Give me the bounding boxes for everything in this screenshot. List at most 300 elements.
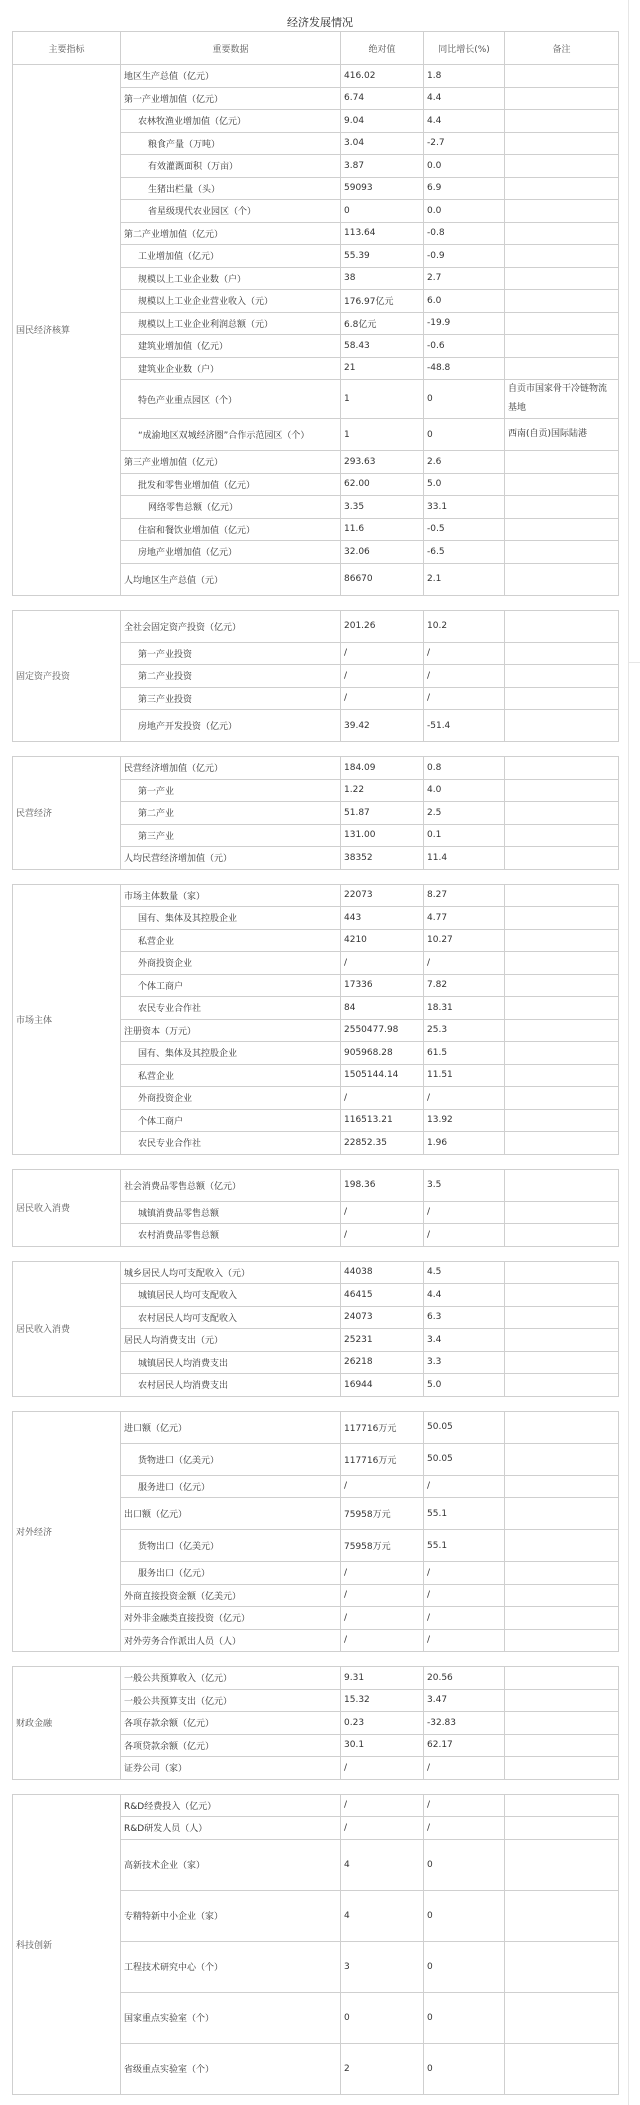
growth-cell: / [424,1794,505,1817]
item-name-cell: 省星级现代农业园区（个） [121,200,341,223]
item-name-cell: 粮食产量（万吨） [121,132,341,155]
note-cell [505,1224,619,1247]
section-gap [13,595,619,610]
item-name-cell: 货物进口（亿美元） [121,1443,341,1475]
value-cell: 55.39 [341,245,424,268]
value-cell: / [341,1584,424,1607]
value-cell: 39.42 [341,710,424,742]
item-name-cell: 有效灌溉面积（万亩） [121,155,341,178]
growth-cell: 2.6 [424,451,505,474]
table-row [13,1169,619,1201]
growth-cell: 3.3 [424,1351,505,1374]
note-cell [505,1042,619,1065]
note-cell [505,1667,619,1690]
header-growth: 同比增长(%) [424,32,505,65]
growth-cell: -51.4 [424,710,505,742]
growth-cell: 20.56 [424,1667,505,1690]
growth-cell: 2.5 [424,802,505,825]
value-cell: / [341,1087,424,1110]
note-cell [505,1629,619,1652]
item-name-cell: 对外劳务合作派出人员（人） [121,1629,341,1652]
item-name-cell: 全社会固定资产投资（亿元） [121,610,341,642]
value-cell: 113.64 [341,222,424,245]
growth-cell: 0.8 [424,757,505,780]
value-cell: 26218 [341,1351,424,1374]
note-cell [505,1607,619,1630]
item-name-cell: 农林牧渔业增加值（亿元） [121,110,341,133]
item-name-cell: 各项贷款余额（亿元） [121,1734,341,1757]
economy-table [12,31,619,2095]
note-cell [505,997,619,1020]
growth-cell: / [424,1607,505,1630]
section-gap [13,1154,619,1169]
note-cell [505,110,619,133]
note-cell [505,1475,619,1498]
table-row [13,757,619,780]
item-name-cell: 地区生产总值（亿元） [121,65,341,88]
value-cell: 905968.28 [341,1042,424,1065]
growth-cell: / [424,1584,505,1607]
section-gap [13,1779,619,1794]
item-name-cell: 生猪出栏量（头） [121,177,341,200]
growth-cell: 0 [424,419,505,451]
growth-cell: 4.4 [424,1284,505,1307]
value-cell: 117716万元 [341,1411,424,1443]
note-cell [505,267,619,290]
item-name-cell: 城乡居民人均可支配收入（元） [121,1261,341,1284]
section-gap [13,742,619,757]
value-cell: / [341,687,424,710]
note-cell [505,1109,619,1132]
item-name-cell: 第一产业增加值（亿元） [121,87,341,110]
value-cell: 59093 [341,177,424,200]
item-name-cell: 服务进口（亿元） [121,1475,341,1498]
growth-cell: / [424,1757,505,1780]
note-cell [505,665,619,688]
value-cell: 46415 [341,1284,424,1307]
note-cell [505,1169,619,1201]
section-gap-cell [13,1652,619,1667]
item-name-cell: 外商投资企业 [121,952,341,975]
value-cell: 30.1 [341,1734,424,1757]
growth-cell: -2.7 [424,132,505,155]
item-name-cell: 城镇居民人均可支配收入 [121,1284,341,1307]
item-name-cell: 工业增加值（亿元） [121,245,341,268]
note-cell [505,1794,619,1817]
note-cell [505,1530,619,1562]
growth-cell: / [424,1562,505,1585]
note-cell [505,357,619,380]
value-cell: 293.63 [341,451,424,474]
table-row [13,1794,619,1817]
note-cell [505,907,619,930]
growth-cell: 6.0 [424,290,505,313]
note-cell [505,1890,619,1941]
item-name-cell: 各项存款余额（亿元） [121,1712,341,1735]
value-cell: 25231 [341,1329,424,1352]
item-name-cell: 一般公共预算支出（亿元） [121,1689,341,1712]
header-data: 重要数据 [121,32,341,65]
growth-cell: 11.51 [424,1064,505,1087]
note-cell [505,1712,619,1735]
item-name-cell: 个体工商户 [121,974,341,997]
value-cell: 44038 [341,1261,424,1284]
value-cell: / [341,642,424,665]
section-gap [13,869,619,884]
value-cell: 38 [341,267,424,290]
note-cell [505,1839,619,1890]
category-cell: 国民经济核算 [13,65,121,596]
note-cell [505,451,619,474]
note-cell [505,541,619,564]
value-cell: 62.00 [341,473,424,496]
item-name-cell: 第二产业投资 [121,665,341,688]
value-cell: 22073 [341,884,424,907]
note-cell [505,802,619,825]
growth-cell: 2.1 [424,563,505,595]
growth-cell: -19.9 [424,312,505,335]
item-name-cell: 货物出口（亿美元） [121,1530,341,1562]
item-name-cell: 个体工商户 [121,1109,341,1132]
section-gap-cell [13,595,619,610]
note-cell [505,929,619,952]
note-cell [505,1329,619,1352]
value-cell: 22852.35 [341,1132,424,1155]
note-cell [505,610,619,642]
table-row [13,884,619,907]
note-cell [505,290,619,313]
value-cell: / [341,952,424,975]
value-cell: 416.02 [341,65,424,88]
item-name-cell: 对外非金融类直接投资（亿元） [121,1607,341,1630]
section-gap-cell [13,742,619,757]
value-cell: 51.87 [341,802,424,825]
growth-cell: / [424,1201,505,1224]
header-value: 绝对值 [341,32,424,65]
value-cell: 2 [341,2043,424,2094]
growth-cell: 1.8 [424,65,505,88]
note-cell [505,132,619,155]
growth-cell: 0.0 [424,155,505,178]
item-name-cell: 一般公共预算收入（亿元） [121,1667,341,1690]
note-cell [505,563,619,595]
growth-cell: 3.5 [424,1169,505,1201]
value-cell: 6.74 [341,87,424,110]
note-cell [505,779,619,802]
value-cell: 117716万元 [341,1443,424,1475]
growth-cell: -0.5 [424,518,505,541]
item-name-cell: 房地产业增加值（亿元） [121,541,341,564]
note-cell [505,87,619,110]
note-cell [505,245,619,268]
growth-cell: -0.6 [424,335,505,358]
item-name-cell: 农民专业合作社 [121,1132,341,1155]
note-cell [505,1443,619,1475]
item-name-cell: 第二产业 [121,802,341,825]
note-cell [505,824,619,847]
value-cell: 0 [341,1992,424,2043]
value-cell: 38352 [341,847,424,870]
note-cell [505,2043,619,2094]
note-cell [505,518,619,541]
note-cell [505,496,619,519]
value-cell: 4210 [341,929,424,952]
note-cell [505,1351,619,1374]
value-cell: 16944 [341,1374,424,1397]
item-name-cell: 第三产业增加值（亿元） [121,451,341,474]
value-cell: / [341,1817,424,1840]
value-cell: 75958万元 [341,1498,424,1530]
item-name-cell: 出口额（亿元） [121,1498,341,1530]
value-cell: 1 [341,419,424,451]
growth-cell: / [424,1817,505,1840]
value-cell: 17336 [341,974,424,997]
note-cell: 自贡市国家骨干冷链物流基地 [505,380,619,419]
note-cell: 西南(自贡)国际陆港 [505,419,619,451]
note-cell [505,1757,619,1780]
item-name-cell: 特色产业重点园区（个） [121,380,341,419]
growth-cell: 6.9 [424,177,505,200]
note-cell [505,1411,619,1443]
note-cell [505,1584,619,1607]
growth-cell: 5.0 [424,1374,505,1397]
item-name-cell: 网络零售总额（亿元） [121,496,341,519]
growth-cell: 0 [424,1941,505,1992]
note-cell [505,1992,619,2043]
growth-cell: / [424,665,505,688]
growth-cell: 61.5 [424,1042,505,1065]
note-cell [505,642,619,665]
growth-cell: 0 [424,2043,505,2094]
item-name-cell: 工程技术研究中心（个） [121,1941,341,1992]
growth-cell: 11.4 [424,847,505,870]
growth-cell: 3.4 [424,1329,505,1352]
item-name-cell: 规模以上工业企业利润总额（元） [121,312,341,335]
category-cell: 对外经济 [13,1411,121,1652]
item-name-cell: 外商投资企业 [121,1087,341,1110]
item-name-cell: 民营经济增加值（亿元） [121,757,341,780]
growth-cell: 6.3 [424,1306,505,1329]
note-cell [505,200,619,223]
category-cell: 民营经济 [13,757,121,870]
item-name-cell: 农村居民人均消费支出 [121,1374,341,1397]
growth-cell: 33.1 [424,496,505,519]
growth-cell: 62.17 [424,1734,505,1757]
value-cell: / [341,1757,424,1780]
section-gap [13,1396,619,1411]
note-cell [505,687,619,710]
growth-cell: / [424,642,505,665]
note-cell [505,155,619,178]
value-cell: 9.31 [341,1667,424,1690]
item-name-cell: R&D经费投入（亿元） [121,1794,341,1817]
value-cell: 3.35 [341,496,424,519]
header-indicator: 主要指标 [13,32,121,65]
item-name-cell: 社会消费品零售总额（亿元） [121,1169,341,1201]
growth-cell: / [424,1629,505,1652]
value-cell: 3 [341,1941,424,1992]
section-gap-cell [13,1154,619,1169]
value-cell: 198.36 [341,1169,424,1201]
note-cell [505,1019,619,1042]
value-cell: / [341,1794,424,1817]
item-name-cell: 规模以上工业企业营业收入（元） [121,290,341,313]
table-row [13,1667,619,1690]
item-name-cell: 第三产业投资 [121,687,341,710]
growth-cell: / [424,687,505,710]
note-cell [505,1734,619,1757]
growth-cell: 2.7 [424,267,505,290]
item-name-cell: 国有、集体及其控股企业 [121,907,341,930]
item-name-cell: 城镇消费品零售总额 [121,1201,341,1224]
note-cell [505,1132,619,1155]
item-name-cell: 第一产业投资 [121,642,341,665]
note-cell [505,1306,619,1329]
growth-cell: -0.8 [424,222,505,245]
page-title: 经济发展情况 [287,16,353,29]
item-name-cell: 国有、集体及其控股企业 [121,1042,341,1065]
section-gap [13,1652,619,1667]
item-name-cell: 第三产业 [121,824,341,847]
value-cell: 1.22 [341,779,424,802]
value-cell: 4 [341,1839,424,1890]
table-row [13,610,619,642]
item-name-cell: 注册资本（万元） [121,1019,341,1042]
growth-cell: 0 [424,1992,505,2043]
right-scroll-guide [628,0,629,2105]
note-cell [505,335,619,358]
note-cell [505,757,619,780]
item-name-cell: 房地产开发投资（亿元） [121,710,341,742]
category-cell: 市场主体 [13,884,121,1154]
note-cell [505,1817,619,1840]
category-cell: 固定资产投资 [13,610,121,742]
note-cell [505,1261,619,1284]
note-cell [505,177,619,200]
value-cell: 3.87 [341,155,424,178]
value-cell: 21 [341,357,424,380]
growth-cell: 13.92 [424,1109,505,1132]
growth-cell: 0 [424,1839,505,1890]
growth-cell: 0.1 [424,824,505,847]
growth-cell: 0.0 [424,200,505,223]
value-cell: 58.43 [341,335,424,358]
note-cell [505,1374,619,1397]
growth-cell: / [424,1087,505,1110]
item-name-cell: 建筑业增加值（亿元） [121,335,341,358]
item-name-cell: 私营企业 [121,929,341,952]
growth-cell: 8.27 [424,884,505,907]
growth-cell: 4.0 [424,779,505,802]
category-cell: 居民收入消费 [13,1169,121,1246]
table-body [13,65,619,2095]
growth-cell: / [424,952,505,975]
growth-cell: -32.83 [424,1712,505,1735]
note-cell [505,1201,619,1224]
item-name-cell: 进口额（亿元） [121,1411,341,1443]
growth-cell: 1.96 [424,1132,505,1155]
growth-cell: 18.31 [424,997,505,1020]
value-cell: 443 [341,907,424,930]
growth-cell: 0 [424,1890,505,1941]
section-gap [13,1246,619,1261]
note-cell [505,1498,619,1530]
value-cell: / [341,1224,424,1247]
growth-cell: 3.47 [424,1689,505,1712]
value-cell: 84 [341,997,424,1020]
growth-cell: 4.77 [424,907,505,930]
header-note: 备注 [505,32,619,65]
section-gap-cell [13,1246,619,1261]
value-cell: 32.06 [341,541,424,564]
value-cell: / [341,1629,424,1652]
note-cell [505,1941,619,1992]
item-name-cell: 农民专业合作社 [121,997,341,1020]
value-cell: / [341,1475,424,1498]
note-cell [505,884,619,907]
note-cell [505,1562,619,1585]
note-cell [505,974,619,997]
note-cell [505,1064,619,1087]
growth-cell: 4.5 [424,1261,505,1284]
value-cell: 116513.21 [341,1109,424,1132]
value-cell: 0 [341,200,424,223]
item-name-cell: 第一产业 [121,779,341,802]
value-cell: 3.04 [341,132,424,155]
item-name-cell: “成渝地区双城经济圈”合作示范园区（个） [121,419,341,451]
section-gap-cell [13,869,619,884]
growth-cell: 55.1 [424,1498,505,1530]
table-row [13,65,619,88]
category-cell: 科技创新 [13,1794,121,2094]
item-name-cell: 省级重点实验室（个） [121,2043,341,2094]
growth-cell: -0.9 [424,245,505,268]
section-gap-cell [13,1779,619,1794]
growth-cell: 55.1 [424,1530,505,1562]
value-cell: 1 [341,380,424,419]
item-name-cell: R&D研发人员（人） [121,1817,341,1840]
growth-cell: / [424,1475,505,1498]
value-cell: 4 [341,1890,424,1941]
table-header-row [13,32,619,65]
item-name-cell: 专精特新中小企业（家） [121,1890,341,1941]
value-cell: 1505144.14 [341,1064,424,1087]
note-cell [505,1284,619,1307]
item-name-cell: 国家重点实验室（个） [121,1992,341,2043]
growth-cell: 10.27 [424,929,505,952]
item-name-cell: 外商直接投资金额（亿美元） [121,1584,341,1607]
item-name-cell: 证券公司（家） [121,1757,341,1780]
value-cell: 9.04 [341,110,424,133]
growth-cell: 5.0 [424,473,505,496]
note-cell [505,952,619,975]
category-cell: 居民收入消费 [13,1261,121,1396]
value-cell: / [341,1562,424,1585]
note-cell [505,222,619,245]
value-cell: 6.8亿元 [341,312,424,335]
value-cell: 11.6 [341,518,424,541]
growth-cell: 10.2 [424,610,505,642]
value-cell: 75958万元 [341,1530,424,1562]
item-name-cell: 农村消费品零售总额 [121,1224,341,1247]
growth-cell: 25.3 [424,1019,505,1042]
note-cell [505,1689,619,1712]
value-cell: 176.97亿元 [341,290,424,313]
item-name-cell: 建筑业企业数（户） [121,357,341,380]
table-row [13,1261,619,1284]
item-name-cell: 私营企业 [121,1064,341,1087]
note-cell [505,473,619,496]
